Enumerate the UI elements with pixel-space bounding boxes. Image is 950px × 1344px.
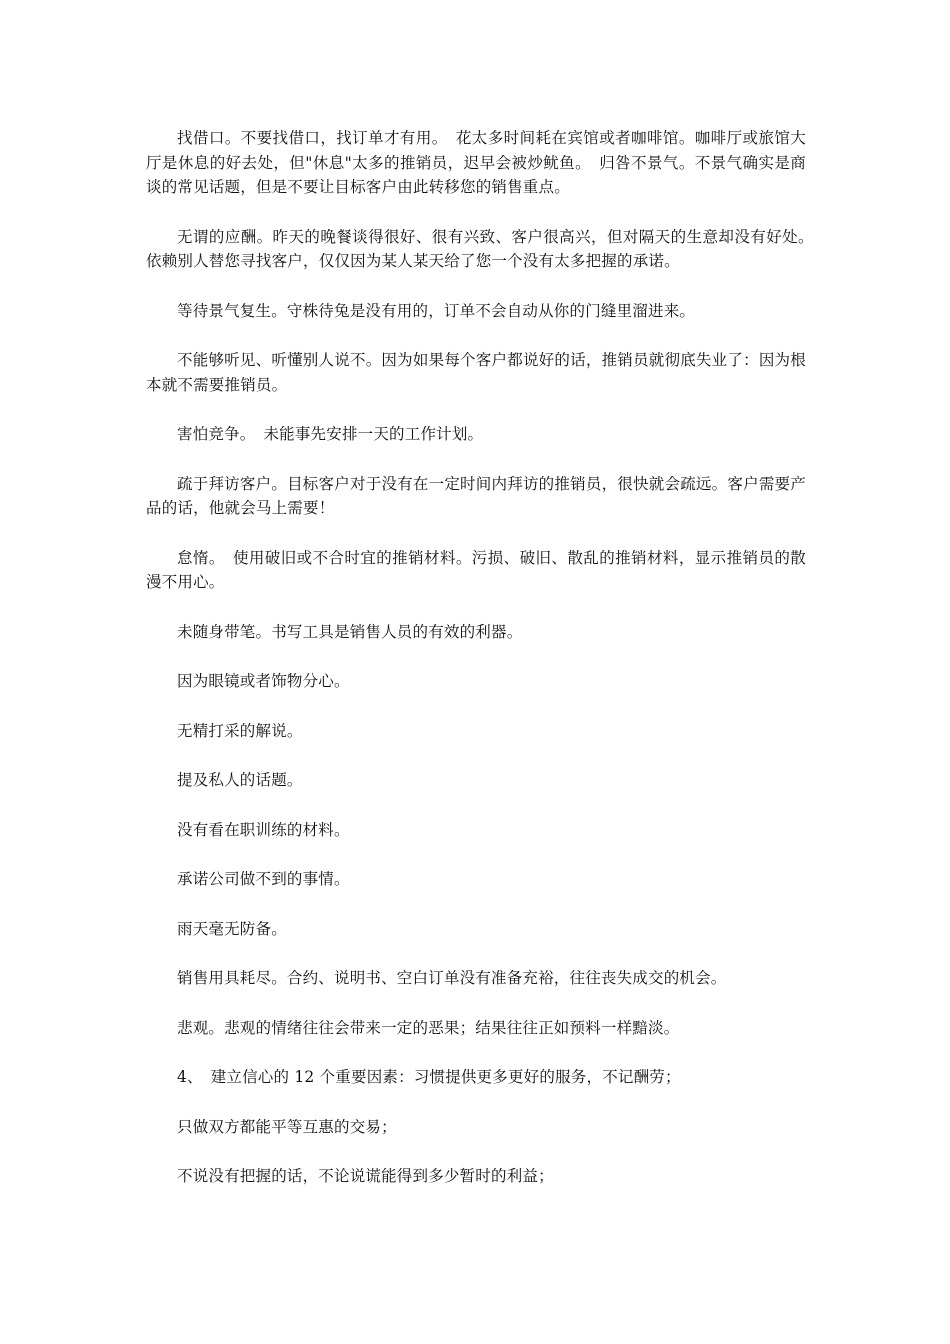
paragraph: 销售用具耗尽。合约、说明书、空白订单没有准备充裕，往往丧失成交的机会。 (177, 969, 727, 987)
paragraph: 无精打采的解说。 (177, 721, 303, 740)
paragraph: 雨天毫无防备。 (177, 919, 287, 938)
paragraph: 4、 建立信心的 12 个重要因素：习惯提供更多更好的服务，不记酬劳； (177, 1068, 681, 1086)
paragraph: 害怕竞争。 未能事先安排一天的工作计划。 (177, 425, 484, 443)
paragraph: 没有看在职训练的材料。 (177, 820, 350, 839)
paragraph: 等待景气复生。守株待兔是没有用的，订单不会自动从你的门缝里溜进来。 (177, 301, 696, 320)
paragraph: 只做双方都能平等互惠的交易； (177, 1117, 397, 1136)
paragraph: 不能够听见、听懂别人说不。因为如果每个客户都说好的话，推销员就彻底失业了：因为根本就不需要推销员。 (146, 351, 806, 394)
document-body (146, 126, 822, 1214)
paragraph: 悲观。悲观的情绪往往会带来一定的恶果；结果往往正如预料一样黯淡。 (177, 1018, 680, 1037)
paragraph: 无谓的应酬。昨天的晚餐谈得很好、很有兴致、客户很高兴，但对隔天的生意却没有好处。 依赖别人替您寻找客户，仅仅因为某人某天给了您一个没有太多把握的承诺。 (146, 227, 822, 270)
paragraph: 未随身带笔。书写工具是销售人员的有效的利器。 (177, 622, 523, 641)
paragraph: 提及私人的话题。 (177, 771, 303, 789)
paragraph: 找借口。不要找借口，找订单才有用。 花太多时间耗在宾馆或者咖啡馆。咖啡厅或旅馆大厅是休息的好去处，但"休息"太多的推销员，迟早会被炒鱿鱼。 归咎不景气。不景气确实是商谈的常见话题，但是不要让目标客户由此转移您的销售重点。 (146, 129, 806, 196)
paragraph: 怠惰。 使用破旧或不合时宜的推销材料。污损、破旧、散乱的推销材料，显示推销员的散漫不用心。 (146, 548, 806, 591)
paragraph: 疏于拜访客户。目标客户对于没有在一定时间内拜访的推销员，很快就会疏远。客户需要产品的话，他就会马上需要！ (146, 474, 806, 517)
paragraph: 承诺公司做不到的事情。 (177, 870, 350, 888)
paragraph: 不说没有把握的话，不论说谎能得到多少暂时的利益； (177, 1167, 554, 1185)
paragraph: 因为眼镜或者饰物分心。 (177, 672, 350, 690)
